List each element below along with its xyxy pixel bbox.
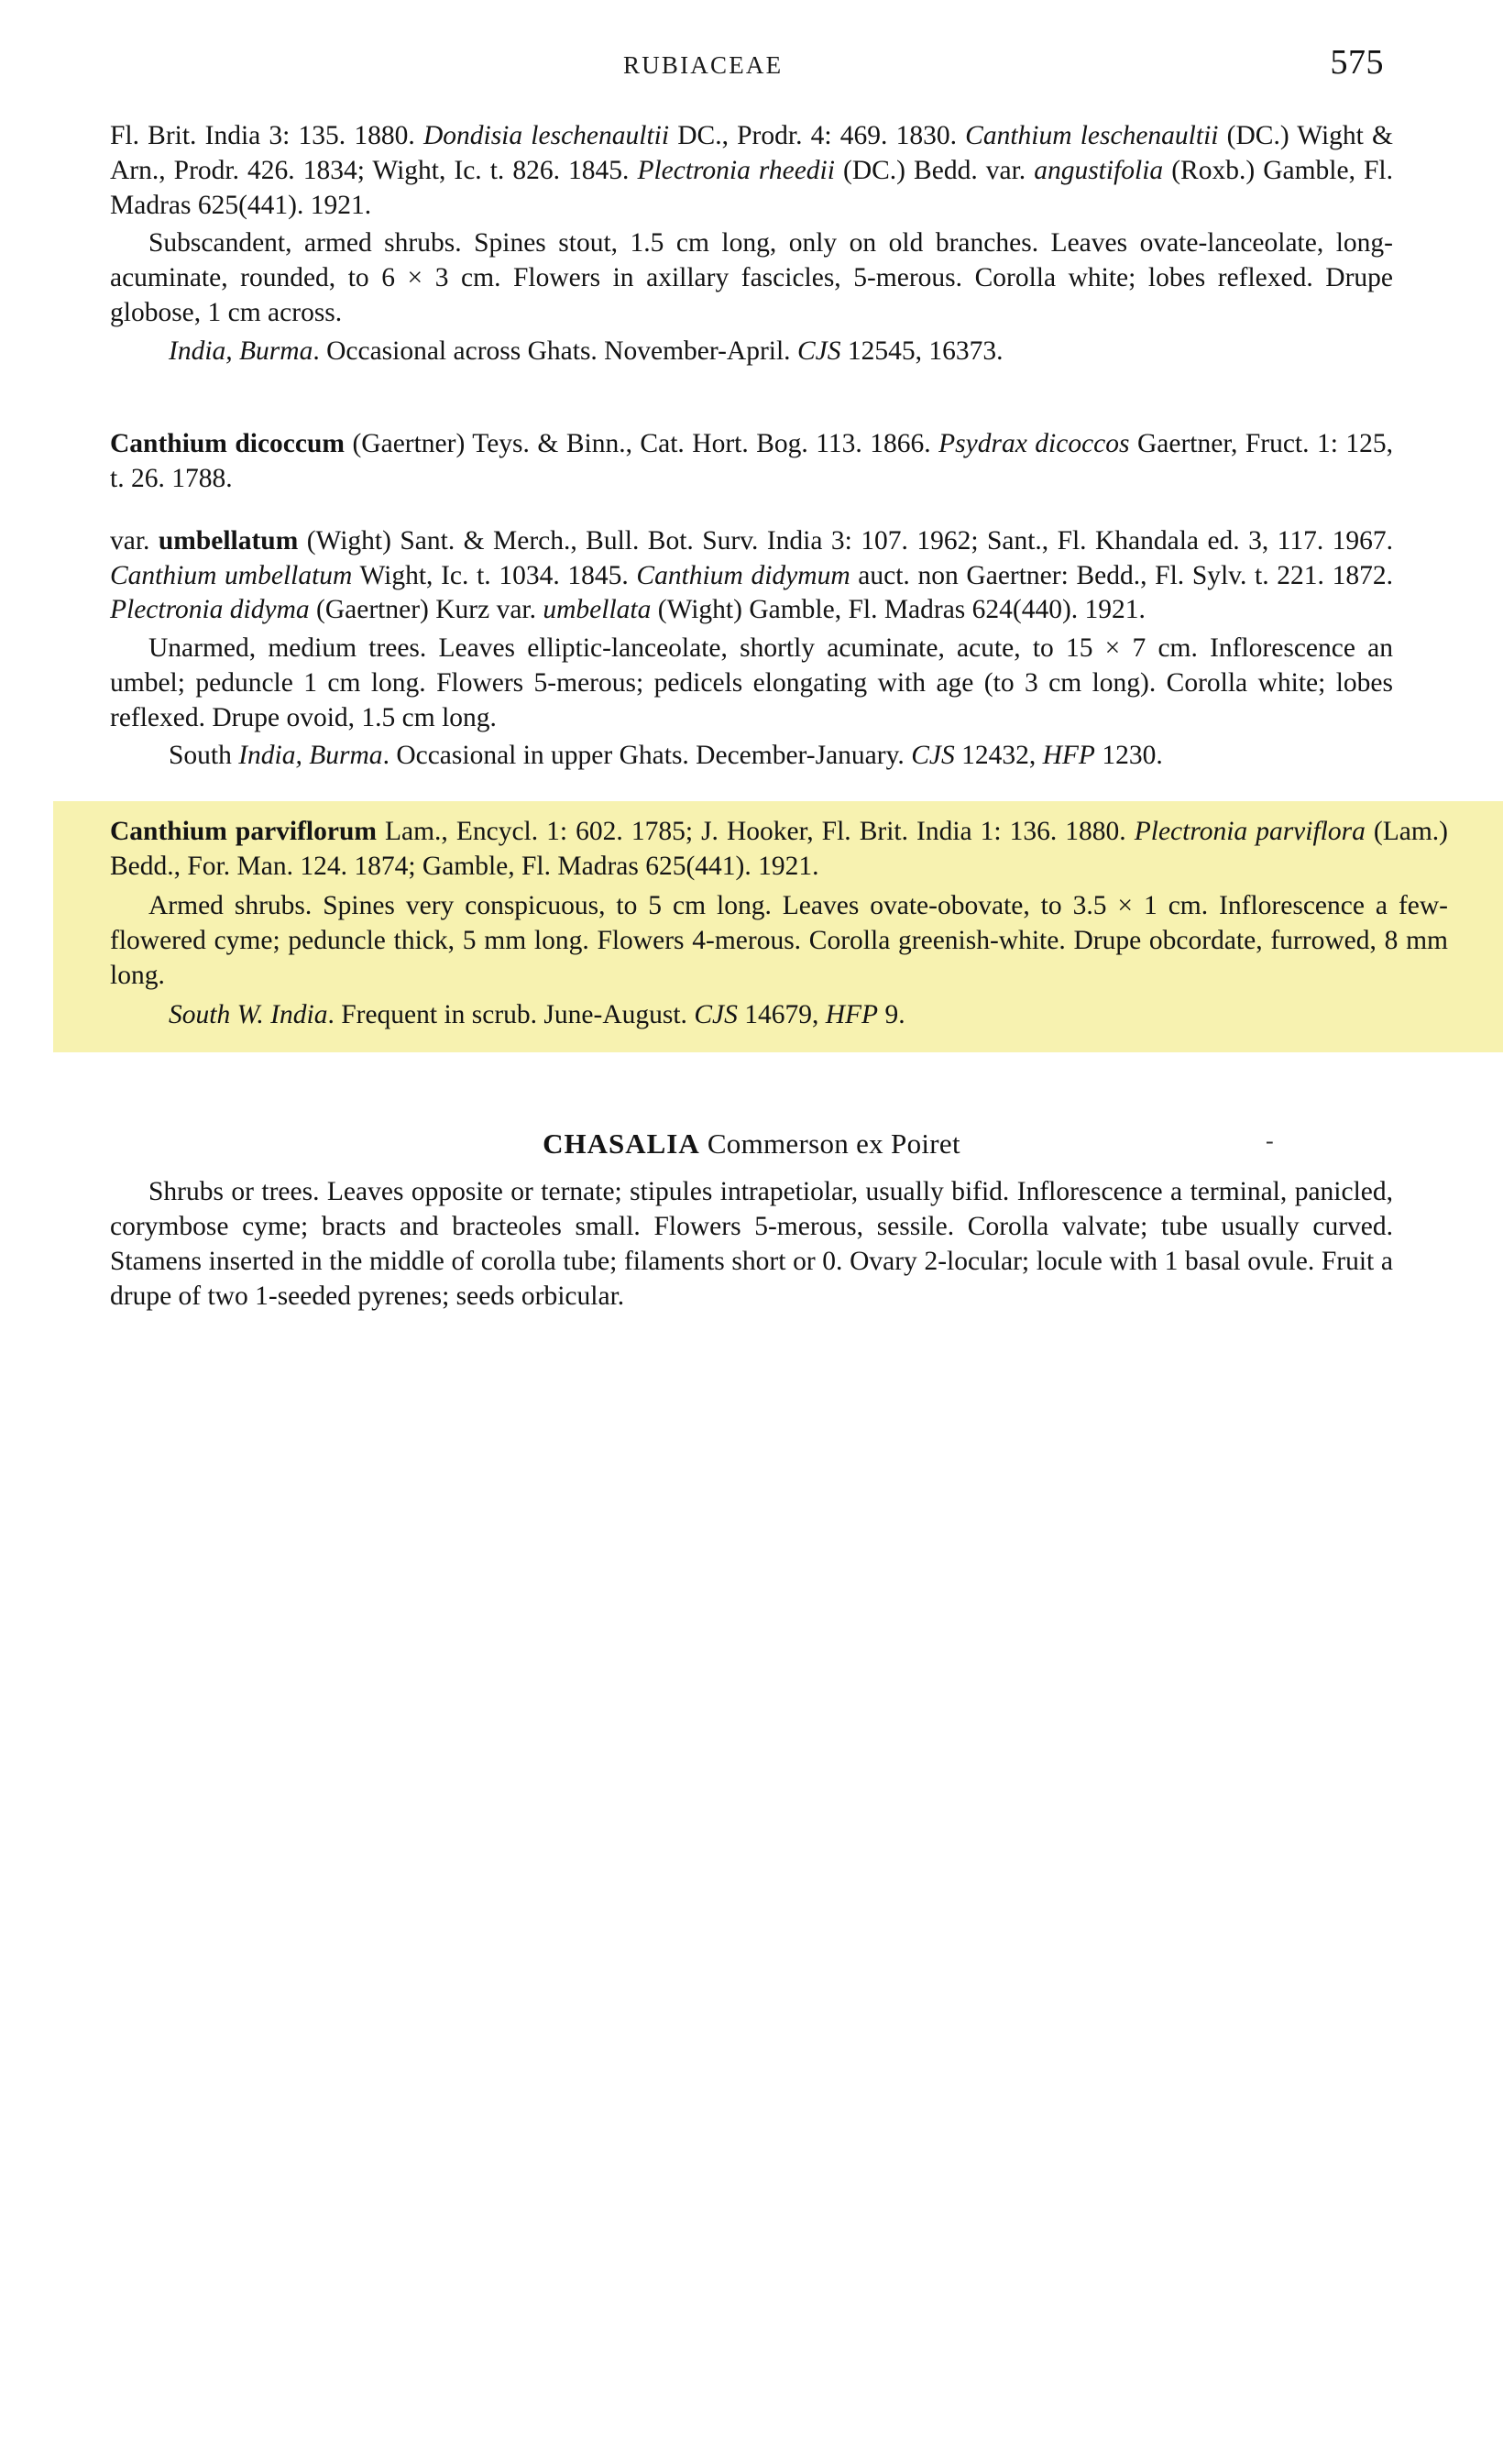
page-header: [137, 0, 1384, 97]
species-entry-parviflorum: [110, 814, 1448, 885]
species-name-dicoccum: Canthium dicoccum: [110, 429, 345, 459]
variety-name-umbellatum: umbellatum: [158, 525, 299, 556]
paragraph-genus-description: Shrubs or trees. Leaves opposite or ternate; stipules intrapetiolar, usually bifid. Inflorescence a terminal, panicled, corymbose cyme; bracts and bracteoles small. Flowers 5-merous, sessile. Corolla valvate; tube usually curved. Stamens inserted in the middle of corolla tube; filaments short or 0. Ovary 2-locular; locule with 1 basal ovule. Fruit a drupe of two 1-seeded pyrenes; seeds orbicular.: [110, 1177, 1393, 1311]
variety-entry-umbellatum: [110, 524, 1393, 628]
paragraph-distribution-3: South W. India. Frequent in scrub. June-August. CJS 14679, HFP 9.: [169, 999, 905, 1029]
species-citation-dicoccum: (Gaertner) Teys. & Binn., Cat. Hort. Bog. 113. 1866. Psydrax dicoccos Gaertner, Fruct. 1: 125, t. 26. 1788.: [110, 429, 1394, 493]
page-body-lower: [110, 1052, 1393, 1314]
paragraph-distribution-2: South India, Burma. Occasional in upper Ghats. December-January. CJS 12432, HFP 1230.: [169, 741, 1163, 771]
running-head: RUBIACEAE: [623, 51, 784, 79]
paragraph-description-3: Armed shrubs. Spines very conspicuous, to 5 cm long. Leaves ovate-obovate, to 3.5 × 1 cm. Inflorescence a few-flowered cyme; peduncle thick, 5 mm long. Flowers 4-merous. Corolla greenish-white. Drupe obcordate, furrowed, 8 mm long.: [110, 890, 1448, 991]
page-body: [110, 97, 1393, 774]
genus-heading: [110, 1126, 1393, 1162]
species-citation-parviflorum: Lam., Encycl. 1: 602. 1785; J. Hooker, Fl. Brit. India 1: 136. 1880. Plectronia parviflora (Lam.) Bedd., For. Man. 124. 1874; Gamble, Fl. Madras 625(441). 1921.: [110, 817, 1448, 882]
paragraph-description-1: Subscandent, armed shrubs. Spines stout, 1.5 cm long, only on old branches. Leaves ovate-lanceolate, long-acuminate, rounded, to 6 × 3 cm. Flowers in axillary fascicles, 5-merous. Corolla white; lobes reflexed. Drupe globose, 1 cm across.: [110, 228, 1393, 327]
highlighted-species-block: [53, 801, 1503, 1052]
species-name-parviflorum: Canthium parviflorum: [110, 817, 377, 846]
paragraph-citation-1: Fl. Brit. India 3: 135. 1880. Dondisia leschenaultii DC., Prodr. 4: 469. 1830. Canthium leschenaultii (DC.) Wight & Arn., Prodr. 426. 1834; Wight, Ic. t. 826. 1845. Plectronia rheedii (DC.) Bedd. var. angustifolia (Roxb.) Gamble, Fl. Madras 625(441). 1921.: [110, 121, 1393, 220]
variety-label: var.: [110, 525, 150, 556]
paragraph-distribution-1: India, Burma. Occasional across Ghats. November-April. CJS 12545, 16373.: [169, 336, 1004, 366]
genus-author: Commerson ex Poiret: [707, 1128, 960, 1160]
genus-name: CHASALIA: [543, 1128, 700, 1160]
paragraph-description-2: Unarmed, medium trees. Leaves elliptic-lanceolate, shortly acuminate, acute, to 15 × 7 cm. Inflorescence an umbel; peduncle 1 cm long. Flowers 5-merous; pedicels elongating with age (to 3 cm long). Corolla white; lobes reflexed. Drupe ovoid, 1.5 cm long.: [110, 633, 1393, 732]
page-number: 575: [1330, 43, 1384, 82]
variety-citation: (Wight) Sant. & Merch., Bull. Bot. Surv. India 3: 107. 1962; Sant., Fl. Khandala ed. 3, 117. 1967. Canthium umbellatum Wight, Ic. t. 1034. 1845. Canthium didymum auct. non Gaertner: Bedd., Fl. Sylv. t. 221. 1872. Plectronia didyma (Gaertner) Kurz var. umbellata (Wight) Gamble, Fl. Madras 624(440). 1921.: [110, 525, 1393, 625]
margin-dash: -: [1266, 1128, 1274, 1155]
species-entry-dicoccum: [110, 427, 1393, 497]
